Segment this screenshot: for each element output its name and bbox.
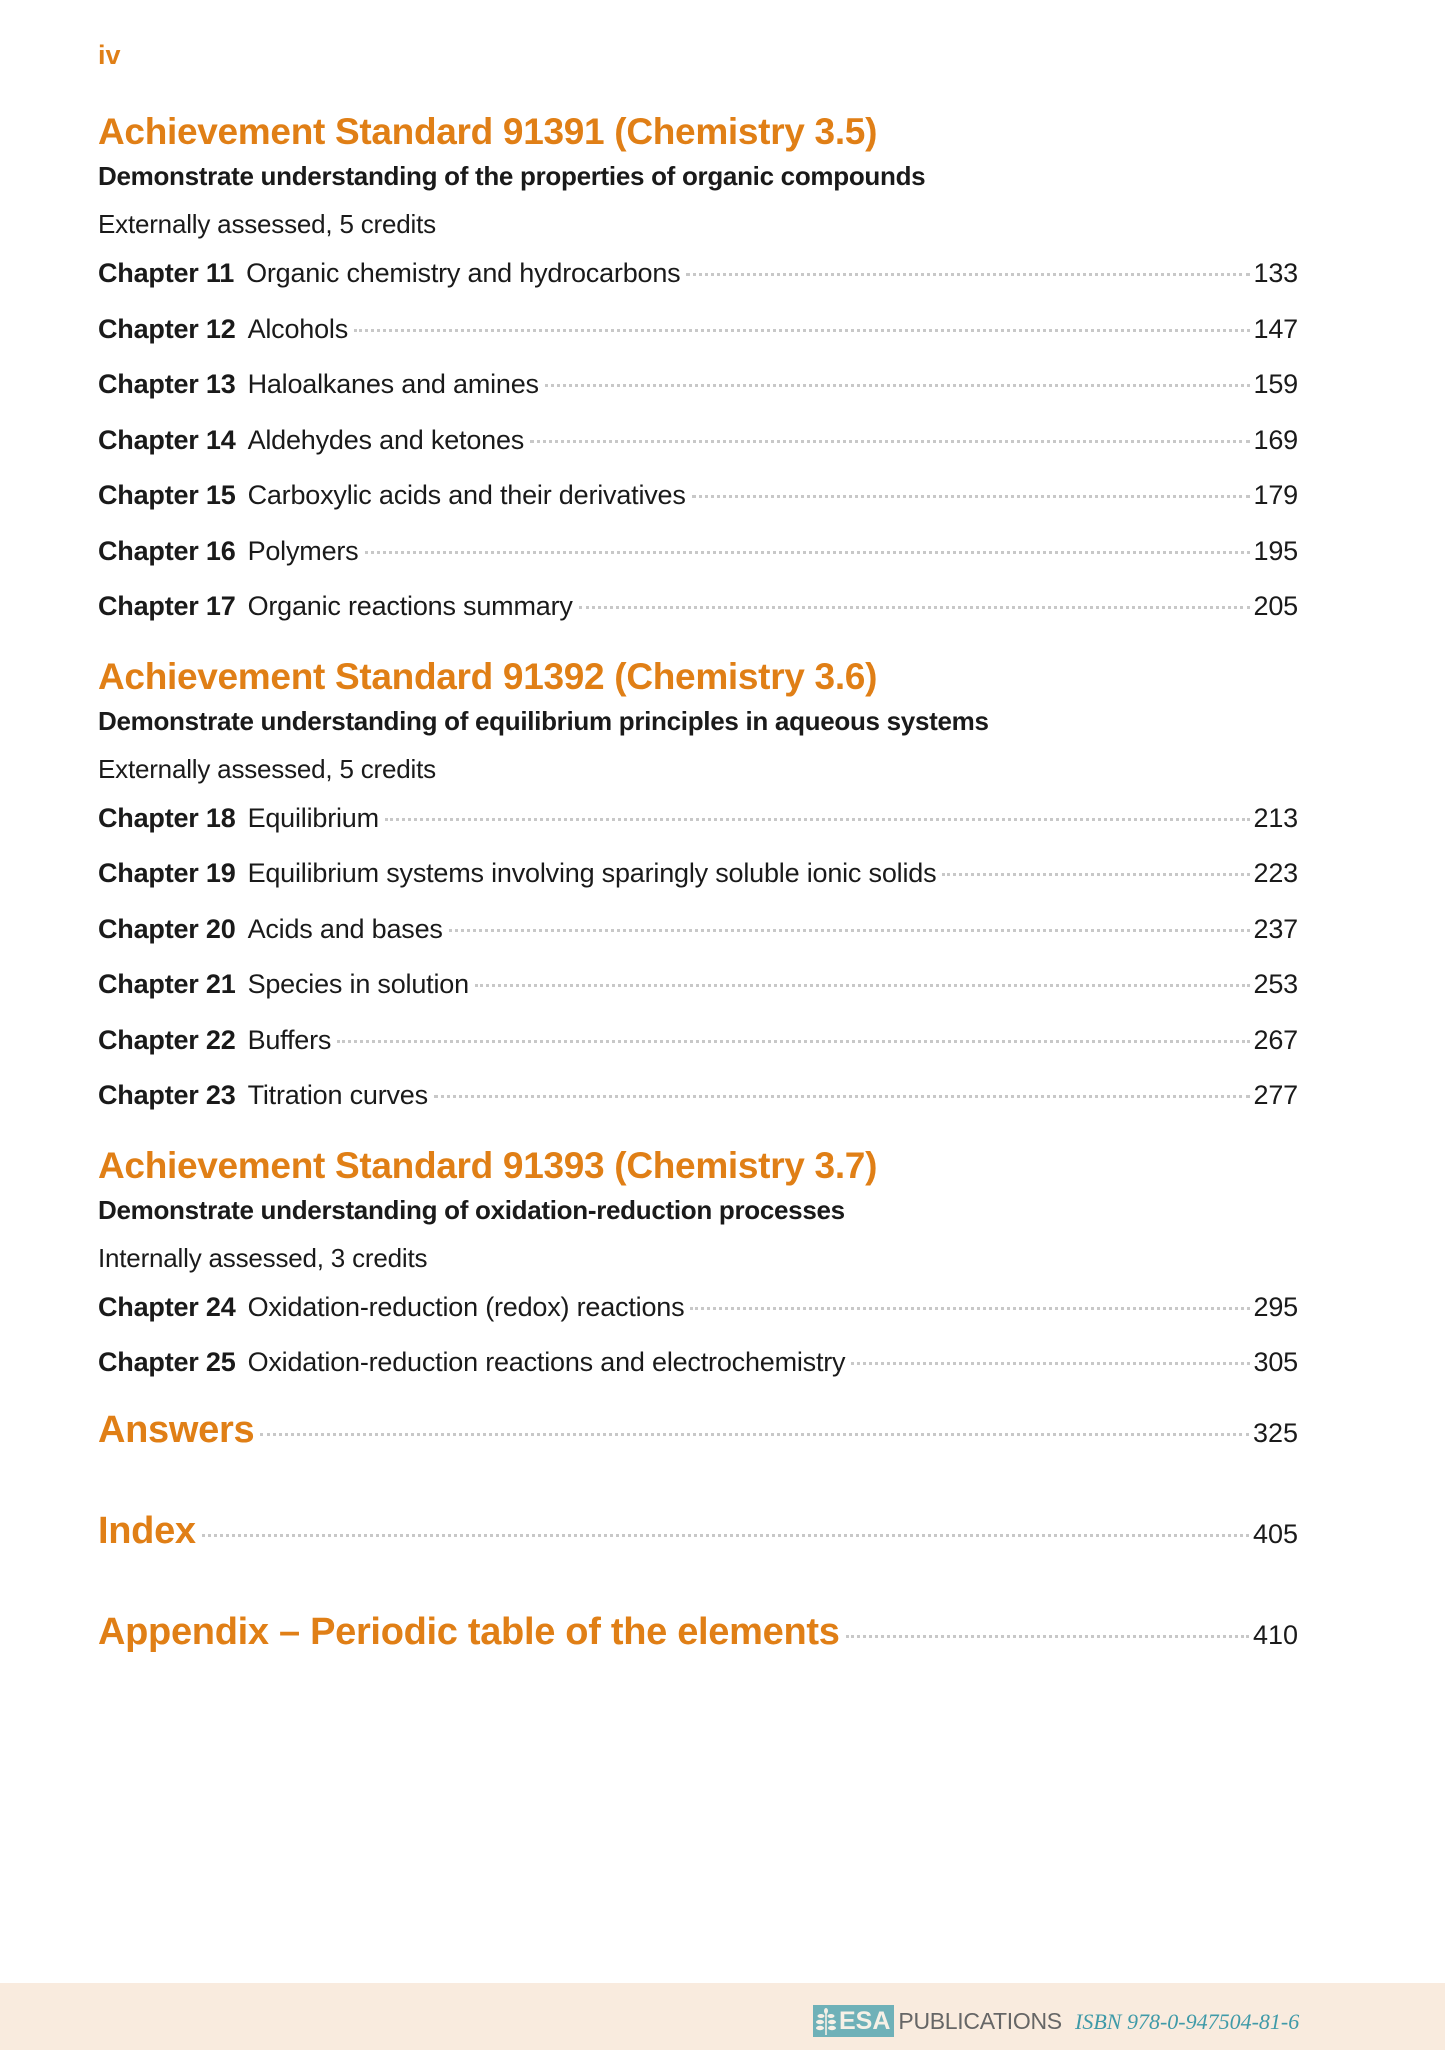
standard-title: Achievement Standard 91391 (Chemistry 3.5) [98,111,878,152]
page-ref[interactable]: 133 [1253,258,1298,288]
dot-leader [475,984,1250,987]
chapter-label: Chapter 14 [98,424,236,455]
chapter-title[interactable]: Equilibrium [247,802,379,833]
page-ref[interactable]: 147 [1253,313,1298,344]
standard-section [98,653,1298,1124]
page-ref[interactable]: 405 [1252,1518,1298,1549]
dot-leader [202,1534,1249,1537]
back-matter-entry[interactable] [98,1409,1298,1510]
isbn: ISBN 978-0-947504-81-6 [1075,2009,1300,2034]
chapter-label: Chapter 11 [98,258,235,288]
chapter-title[interactable]: Oxidation-reduction (redox) reactions [247,1291,685,1322]
toc-entry[interactable] [98,1280,1298,1336]
leaf-tree-icon [815,2007,837,2035]
back-matter-title[interactable]: Appendix – Periodic table of the elements [98,1610,840,1653]
toc-entry[interactable] [98,957,1298,1013]
chapter-label: Chapter 13 [98,369,236,399]
page-ref[interactable]: 325 [1252,1417,1298,1448]
table-of-contents [98,108,1298,1712]
dot-leader [354,329,1250,332]
chapter-label: Chapter 22 [98,1024,236,1055]
dot-leader [942,873,1249,876]
toc-entry[interactable] [98,357,1298,413]
toc-entry[interactable] [98,579,1298,635]
toc-entry[interactable] [98,413,1298,469]
toc-entry[interactable] [98,1013,1298,1069]
chapter-label: Chapter 20 [98,913,236,944]
dot-leader [260,1433,1249,1436]
toc-entry[interactable] [98,846,1298,902]
dot-leader [690,1307,1249,1310]
publisher-logo [813,2005,1062,2037]
assessment-info: Externally assessed, 5 credits [98,753,436,784]
chapter-label: Chapter 12 [98,313,236,344]
chapter-label: Chapter 19 [98,858,236,888]
chapter-label: Chapter 25 [98,1347,236,1377]
back-matter-title[interactable]: Index [98,1509,196,1552]
chapter-label: Chapter 23 [98,1080,236,1110]
logo-mark-box [813,2005,894,2037]
dot-leader [686,273,1249,276]
chapter-title[interactable]: Acids and bases [247,913,443,944]
dot-leader [449,929,1250,932]
chapter-title[interactable]: Polymers [247,535,359,566]
chapter-title[interactable]: Buffers [247,1024,332,1055]
page-ref[interactable]: 179 [1253,480,1298,510]
toc-entry[interactable] [98,1068,1298,1124]
assessment-info: Externally assessed, 5 credits [98,209,436,239]
dot-leader [579,606,1250,609]
dot-leader [434,1095,1250,1098]
assessment-info: Internally assessed, 3 credits [98,1242,428,1273]
standard-section [98,108,1298,635]
dot-leader [365,551,1250,554]
dot-leader [545,384,1250,387]
standard-subtitle: Demonstrate understanding of the properties of organic compounds [98,161,926,191]
standard-subtitle: Demonstrate understanding of oxidation-reduction processes [98,1194,845,1225]
dot-leader [846,1635,1249,1638]
chapter-title[interactable]: Equilibrium systems involving sparingly soluble ionic solids [247,858,937,888]
page-ref[interactable]: 169 [1253,424,1298,455]
back-matter-entry[interactable] [98,1611,1298,1712]
chapter-label: Chapter 16 [98,535,236,566]
toc-entry[interactable] [98,902,1298,958]
chapter-title[interactable]: Alcohols [247,313,349,344]
back-matter-entry[interactable] [98,1510,1298,1611]
standard-section [98,1142,1298,1391]
standard-subtitle: Demonstrate understanding of equilibrium principles in aqueous systems [98,705,989,736]
chapter-label: Chapter 21 [98,969,236,999]
toc-entry[interactable] [98,246,1298,302]
dot-leader [530,440,1249,443]
chapter-label: Chapter 17 [98,591,236,621]
logo-text: PUBLICATIONS [898,2007,1062,2034]
dot-leader [692,495,1250,498]
dot-leader [337,1040,1249,1043]
chapter-title[interactable]: Organic reactions summary [247,591,573,621]
chapter-label: Chapter 24 [98,1291,236,1322]
chapter-title[interactable]: Organic chemistry and hydrocarbons [246,258,681,288]
dot-leader [385,818,1250,821]
standard-title: Achievement Standard 91393 (Chemistry 3.7) [98,1144,878,1186]
page-ref[interactable]: 213 [1253,802,1298,833]
chapter-title[interactable]: Species in solution [247,969,469,999]
chapter-label: Chapter 18 [98,802,236,833]
toc-entry[interactable] [98,524,1298,580]
page-ref[interactable]: 253 [1253,969,1298,999]
page-ref[interactable]: 205 [1253,591,1298,621]
page-ref[interactable]: 410 [1252,1619,1298,1650]
page-ref[interactable]: 159 [1253,369,1298,399]
page-number: iv [98,40,121,70]
chapter-title[interactable]: Carboxylic acids and their derivatives [247,480,686,510]
toc-entry[interactable] [98,791,1298,847]
dot-leader [851,1362,1249,1365]
toc-entry[interactable] [98,302,1298,358]
page-ref[interactable]: 305 [1253,1347,1298,1377]
toc-entry[interactable] [98,1335,1298,1391]
page-ref[interactable]: 223 [1253,858,1298,888]
toc-entry[interactable] [98,468,1298,524]
logo-mark: ESA [839,2006,891,2035]
page-ref[interactable]: 195 [1253,535,1298,566]
chapter-title[interactable]: Aldehydes and ketones [247,424,525,455]
chapter-title[interactable]: Titration curves [247,1080,428,1110]
back-matter-title[interactable]: Answers [98,1408,255,1451]
chapter-title[interactable]: Haloalkanes and amines [247,369,539,399]
chapter-label: Chapter 15 [98,480,236,510]
chapter-title[interactable]: Oxidation-reduction reactions and electrochemistry [247,1347,846,1377]
page-ref[interactable]: 277 [1253,1080,1298,1110]
page-ref[interactable]: 267 [1253,1024,1298,1055]
page-ref[interactable]: 237 [1253,913,1298,944]
page-ref[interactable]: 295 [1253,1291,1298,1322]
standard-title: Achievement Standard 91392 (Chemistry 3.6) [98,655,878,697]
footer-bar [0,1983,1445,2050]
